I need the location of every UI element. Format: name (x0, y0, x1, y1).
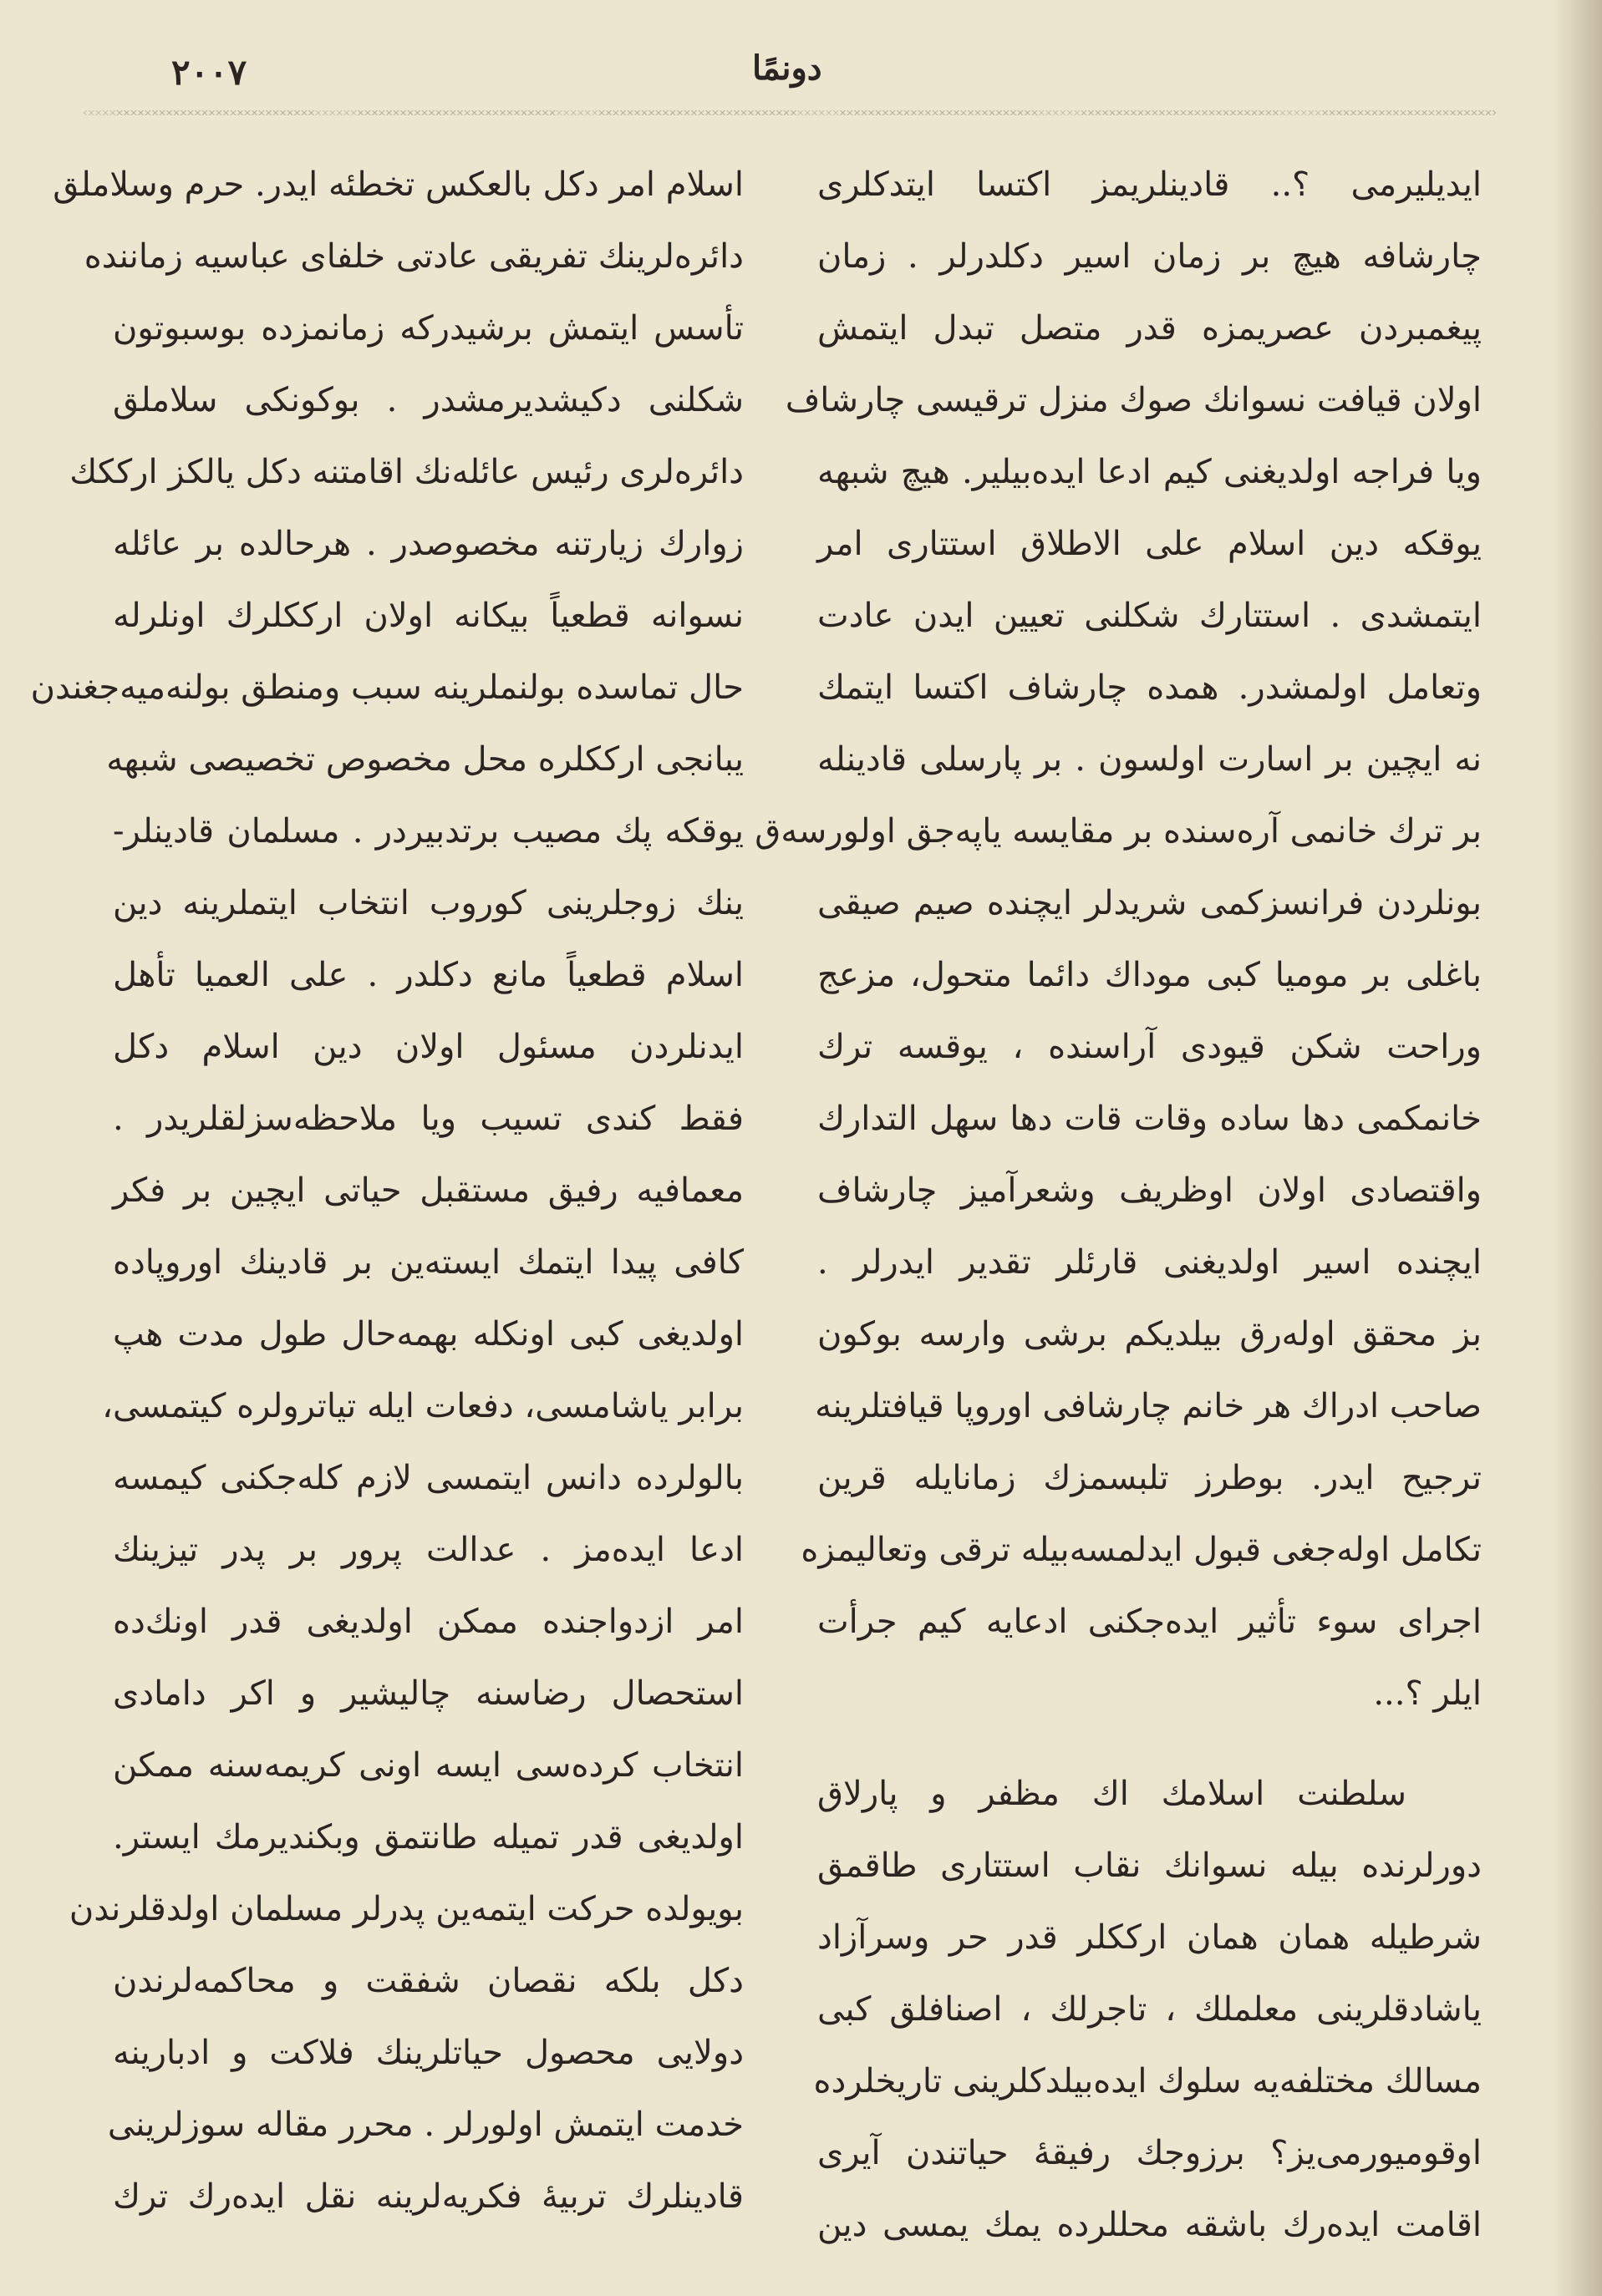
text-line: پیغمبردن عصریمزه قدر متصل تبدل ایتمش (817, 309, 1482, 348)
text-line: دائره‌لرینك تفریقی عادتی خلفای عباسیه زماننده (84, 237, 744, 276)
text-line: ادعا ایده‌مز . عدالت پرور بر پدر تیزینك (113, 1531, 744, 1569)
text-line: ایدیلیرمی ؟.. قادینلریمز اکتسا ایتدکلری (817, 165, 1482, 204)
text-line: بالولرده دانس ایتمسی لازم کله‌جکنی کیمسه (113, 1459, 744, 1497)
paragraph-gap (817, 1730, 1482, 1758)
text-line: سلطنت اسلامك اك مظفر و پارلاق (817, 1775, 1406, 1813)
text-line: اقامت ایده‌رك باشقه محللرده یمك یمسی دین (817, 2206, 1482, 2244)
text-line: معمافیه رفیق مستقبل حیاتی ایچین بر فکر (113, 1171, 744, 1210)
text-line: ترجیح ایدر. بوطرز تلبسمزك زمانایله قرین (817, 1459, 1482, 1497)
text-line: چارشافه هیچ بر زمان اسیر دکلدرلر . زمان (817, 237, 1482, 276)
text-line: دورلرنده بیله نسوانك نقاب استتاری طاقمق (817, 1846, 1482, 1885)
header-divider (84, 107, 1496, 119)
text-line: بر ترك خانمی آره‌سنده بر مقایسه یاپه‌جق اولورسه‌ق (755, 812, 1482, 851)
text-line: اوقومیورمی‌یز؟ برزوجك رفیقهٔ حیاتندن آیری (817, 2134, 1482, 2172)
text-line: تکامل اوله‌جغی قبول ایدلمسه‌بیله ترقی وتعالیمزه (801, 1531, 1482, 1569)
text-line: یوقکه دین اسلام على الاطلاق استتاری امر (817, 525, 1482, 563)
text-line: اولدیغی قدر تمیله طانتمق وبکندیرمك ایستر. (113, 1818, 744, 1857)
text-line: قادینلرك تربیهٔ فکریه‌لرینه نقل ایده‌رك ترك (113, 2177, 744, 2216)
text-line: ویا فراجه اولدیغنی کیم ادعا ایده‌بیلیر. هیچ شبهه (817, 453, 1482, 491)
text-line: شرطیله همان همان ارككلر قدر حر وسرآزاد (817, 1918, 1482, 1957)
text-line: اسلام قطعیاً مانع دکلدر . على العمیا تأهل (113, 956, 744, 994)
text-line: انتخاب کرده‌سی ایسه اونی کریمه‌سنه ممکن (113, 1746, 744, 1785)
text-line: صاحب ادراك هر خانم چارشافی اوروپا قیافتلرینه (815, 1387, 1482, 1425)
text-line: زوارك زیارتنه مخصوصدر . هرحالده بر عائله (113, 525, 744, 563)
right-column (755, 149, 1482, 2261)
text-line: برابر یاشامسی، دفعات ایله تیاترولره کیتمسی، (102, 1387, 744, 1425)
text-line: بز محقق اوله‌رق بیلدیکم برشی وارسه بوکون (817, 1315, 1482, 1354)
text-line: امر ازدواجنده ممکن اولدیغی قدر اونك‌ده (113, 1603, 744, 1641)
running-title: دونمًا (752, 48, 822, 88)
text-line: بونلردن فرانسزکمی شریدلر ایچنده صیم صیقی (817, 884, 1482, 922)
text-line: ایچنده اسیر اولدیغنی قارئلر تقدیر ایدرلر . (817, 1243, 1482, 1282)
text-line: دکل بلکه نقصان شفقت و محاکمه‌لرندن (113, 1962, 744, 2000)
text-line: استحصال رضاسنه چالیشیر و اکر دامادی (113, 1674, 744, 1713)
text-line: خدمت ایتمش اولورلر . محرر مقاله سوزلرینی (107, 2106, 744, 2144)
text-line: ایتمشدی . استتارك شکلنی تعیین ایدن عادت (817, 597, 1482, 635)
text-line: یوقکه پك مصیب برتدبیردر . مسلمان قادینلر- (113, 812, 744, 851)
text-line: خانمكمی دها ساده وقات قات دها سهل التدارك (817, 1100, 1482, 1138)
text-line: وتعامل اولمشدر. همده چارشاف اکتسا ایتمك (817, 668, 1482, 707)
text-line: وراحت شکن قیودی آراسنده ، یوقسه ترك (817, 1028, 1482, 1066)
text-line: نسوانه قطعیاً بیکانه اولان ارككلرك اونلرله (113, 597, 744, 635)
text-line: نه ایچین بر اسارت اولسون . بر پارسلی قادینله (817, 740, 1482, 779)
text-line: ینك زوجلرینی کوروب انتخاب ایتملرینه دین (113, 884, 744, 922)
text-line: مسالك مختلفه‌یه سلوك ایده‌بیلدکلرینی تاریخلرده (813, 2062, 1482, 2100)
text-line: باغلی بر مومیا کبی موداك دائما متحول، مزعج (817, 956, 1482, 994)
text-line: اولدیغی کبی اونکله بهمه‌حال طول مدت هپ (113, 1315, 744, 1354)
page-edge-shadow (1552, 0, 1602, 2296)
text-line: واقتصادی اولان اوظریف وشعرآمیز چارشاف (817, 1171, 1482, 1210)
text-line: بویولده حرکت ایتمه‌ین پدرلر مسلمان اولدقلرندن (69, 1890, 744, 1928)
text-line: دولایی محصول حیاتلرینك فلاکت و ادبارینه (113, 2034, 744, 2072)
text-line: دائره‌لری رئیس عائله‌نك اقامتنه دکل یالکز ارككك (69, 453, 744, 491)
text-line: اسلام امر دکل بالعکس تخطئه ایدر. حرم وسلاملق (53, 165, 744, 204)
text-line: شکلنی دکیشدیرمشدر . بوکونکی سلاملق (113, 381, 744, 419)
text-line: اولان قیافت نسوانك صوك منزل ترقیسی چارشاف (785, 381, 1482, 419)
left-column (30, 149, 744, 2233)
text-line: حال تماسده بولنملرینه سبب ومنطق بولنه‌میه‌جغندن (30, 668, 744, 707)
text-line: ایدنلردن مسئول اولان دین اسلام دکل (113, 1028, 744, 1066)
page-number: ٢٠٠٧ (171, 52, 247, 93)
text-line: یاشادقلرینی معلملك ، تاجرلك ، اصنافلق کبی (817, 1990, 1482, 2029)
text-line: تأسس ایتمش برشیدرکه زمانمزده بوسبوتون (113, 309, 744, 348)
text-line: یبانجی ارككلره محل مخصوص تخصیصی شبهه (106, 740, 744, 779)
text-line: اجرای سوء تأثیر ایده‌جکنی ادعایه کیم جرأت (817, 1603, 1482, 1641)
text-line: ایلر ؟... (1373, 1674, 1482, 1713)
text-line: فقط کندی تسیب ویا ملاحظه‌سزلقلریدر . (113, 1100, 744, 1138)
text-line: کافی پیدا ایتمك ایسته‌ین بر قادینك اوروپاده (113, 1243, 744, 1282)
